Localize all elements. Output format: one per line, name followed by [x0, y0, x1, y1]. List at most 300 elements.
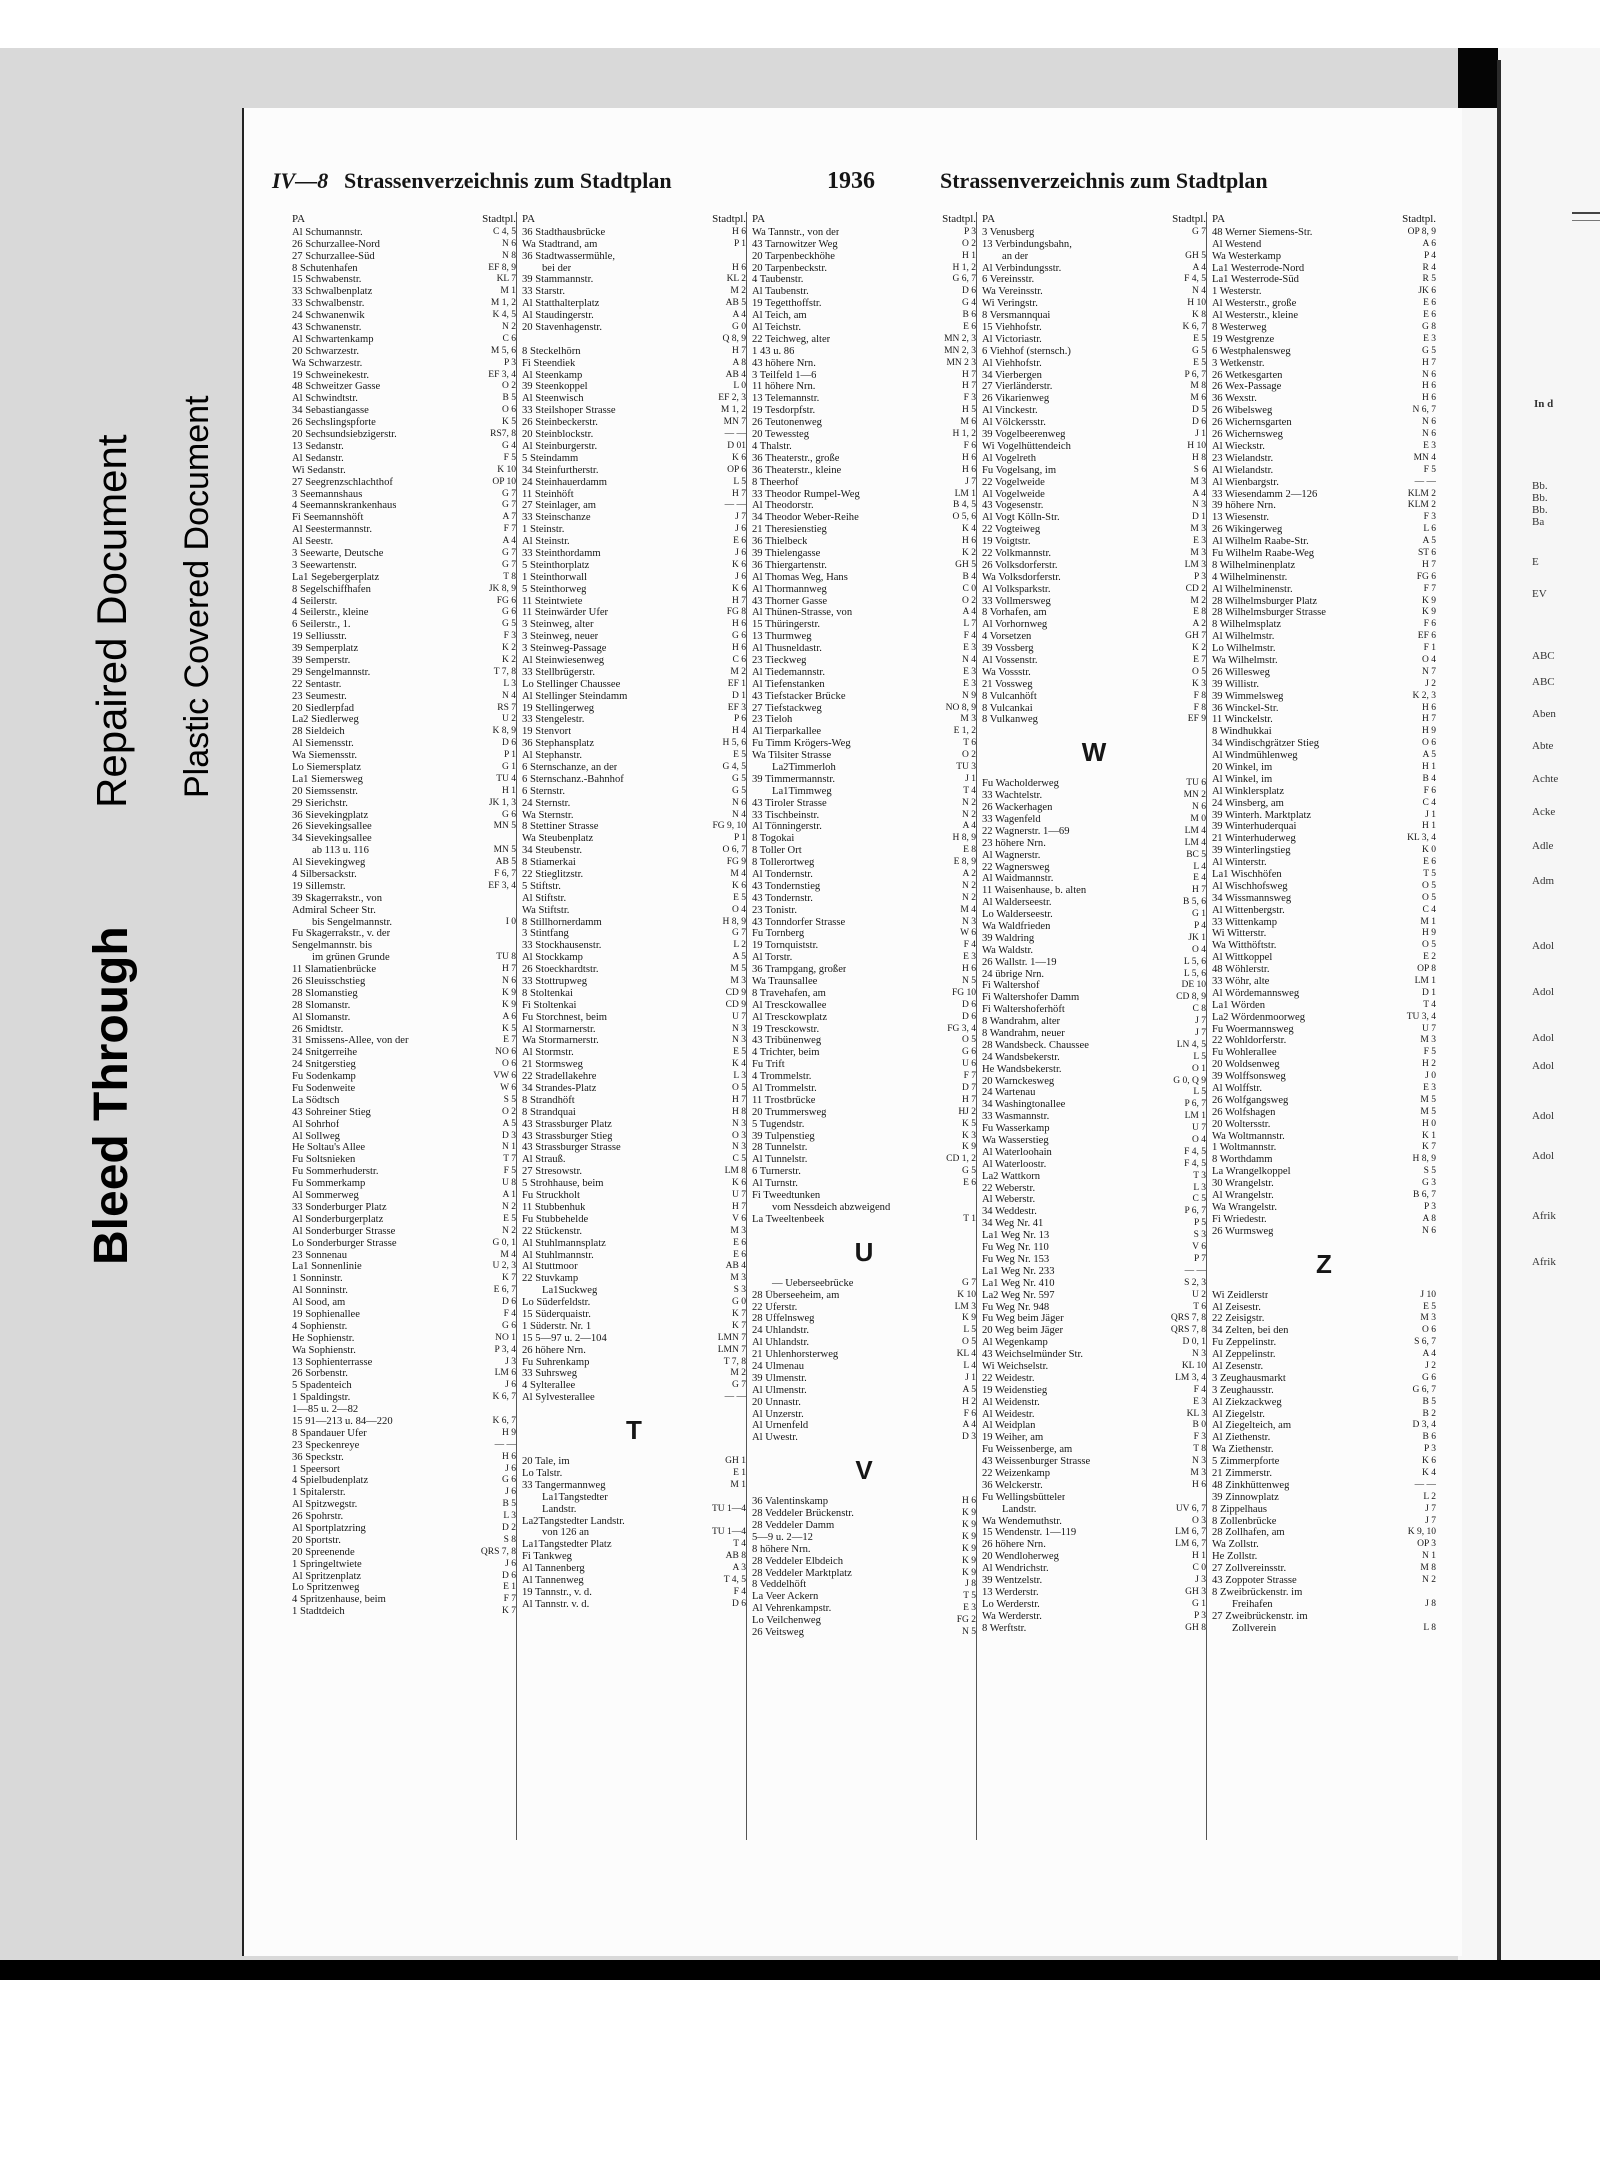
street-name: 26 Willesweg: [1212, 666, 1270, 678]
grid-reference: N 2: [962, 797, 976, 808]
street-entry: [982, 334, 1206, 346]
street-entry: [292, 1380, 516, 1392]
grid-reference: G 7: [502, 547, 516, 558]
street-entry: [1212, 512, 1436, 524]
street-entry: [292, 1499, 516, 1511]
grid-reference: OP 8, 9: [1407, 226, 1436, 237]
street-index-column: [1212, 214, 1436, 1634]
grid-reference: J 10: [1420, 1289, 1436, 1300]
street-entry: [1212, 1480, 1436, 1492]
street-name: Al Schumannstr.: [292, 226, 363, 238]
street-name: 8 Stettiner Strasse: [522, 821, 599, 833]
street-name: 26 Vikarienweg: [982, 393, 1050, 405]
grid-reference: F 8: [1193, 702, 1206, 713]
grid-reference: J 1: [965, 1372, 976, 1383]
grid-reference: K 1: [1422, 1130, 1436, 1141]
street-name: von 126 an: [542, 1527, 590, 1539]
street-name: Lo Werderstr.: [982, 1598, 1040, 1610]
street-name: 11 Steinwärder Ufer: [522, 607, 609, 619]
street-entry: [522, 1024, 746, 1036]
street-entry: [1212, 1202, 1436, 1214]
grid-reference: B 5: [1422, 1396, 1436, 1407]
street-entry: [982, 1313, 1206, 1325]
grid-reference: E 5: [1193, 357, 1206, 368]
grid-reference: EF 1: [727, 678, 746, 689]
grid-reference: H 7: [962, 381, 976, 392]
grid-reference: H 6: [1422, 393, 1436, 404]
street-entry: [1212, 619, 1436, 631]
street-entry: [1212, 607, 1436, 619]
grid-reference: G 5: [1192, 345, 1206, 356]
street-name: Al Sollweg: [292, 1130, 340, 1142]
column-header-gridref: Stadtpl.: [1172, 213, 1206, 225]
grid-reference: KL 2: [726, 274, 746, 285]
grid-reference: LM 6, 7: [1175, 1539, 1206, 1550]
street-name: 39 höhere Nrn.: [1212, 500, 1276, 512]
street-entry: [982, 1052, 1206, 1064]
adjacent-page-fragment: Adol: [1532, 1032, 1554, 1044]
street-name: 13 Verbindungsbahn,: [982, 238, 1072, 250]
grid-reference: KL 3, 4: [1407, 833, 1436, 844]
street-entry: [1212, 893, 1436, 905]
street-entry: [292, 750, 516, 762]
grid-reference: H 6: [962, 464, 976, 475]
street-name: 22 Weizenkamp: [982, 1467, 1051, 1479]
street-name: Wa Tannstr., von der: [752, 226, 840, 238]
street-name: 20 Spreenende: [292, 1546, 355, 1558]
street-name: 11 Steinhöft: [522, 488, 574, 500]
street-name: 8 Toller Ort: [752, 845, 802, 857]
street-entry: [982, 584, 1206, 596]
grid-reference: H 6: [732, 619, 746, 630]
grid-reference: N 4: [1192, 286, 1206, 297]
street-name: 20 Trummersweg: [752, 1106, 827, 1118]
grid-reference: N 3: [732, 1118, 746, 1129]
grid-reference: F 1: [1423, 643, 1436, 654]
street-name: 28 Veddeler Damm: [752, 1519, 835, 1531]
street-entry: [522, 405, 746, 417]
street-entry: [752, 762, 976, 774]
street-entry: [982, 1599, 1206, 1611]
street-name: Landstr.: [542, 1503, 577, 1515]
street-entry: [982, 933, 1206, 945]
grid-reference: J 6: [735, 547, 746, 558]
grid-reference: K 8: [1192, 310, 1206, 321]
street-entry: [522, 381, 746, 393]
street-entry: [522, 572, 746, 584]
street-entry: [292, 441, 516, 453]
grid-reference: — —: [1414, 476, 1436, 487]
street-entry: [982, 1563, 1206, 1575]
book-spine: [1497, 60, 1501, 1960]
street-name: 24 Steinhauerdamm: [522, 476, 608, 488]
street-name: 19 Tornquiststr.: [752, 940, 819, 952]
street-name: 29 Sengelmannstr.: [292, 666, 371, 678]
street-entry: [292, 453, 516, 465]
grid-reference: N 1: [1422, 1551, 1436, 1562]
grid-reference: AB 4: [725, 1261, 746, 1272]
grid-reference: E 5: [733, 1047, 746, 1058]
street-name: 33 Steinschanze: [522, 512, 591, 524]
street-entry: [292, 1511, 516, 1523]
street-name: 8 Wilhelminenplatz: [1212, 559, 1296, 571]
street-name: 3 Wetkenstr.: [1212, 357, 1265, 369]
street-entry: [292, 1309, 516, 1321]
street-name: Al Vossenstr.: [982, 654, 1038, 666]
grid-reference: H 1: [1422, 821, 1436, 832]
grid-reference: LMN 7: [717, 1344, 746, 1355]
street-name: 31 Smissens-Allee, von der: [292, 1035, 409, 1047]
street-name: 4 Wilhelminenstr.: [1212, 571, 1288, 583]
grid-reference: MN 7: [723, 417, 746, 428]
grid-reference: H 7: [1422, 714, 1436, 725]
street-name: 24 Wandsbekerstr.: [982, 1051, 1060, 1063]
grid-reference: A 4: [1192, 488, 1206, 499]
street-name: Fu Stubbehelde: [522, 1213, 589, 1225]
street-entry: [982, 909, 1206, 921]
street-entry: [522, 1392, 746, 1404]
street-name: Al Wittenbergstr.: [1212, 904, 1285, 916]
street-name: 19 Tegetthoffstr.: [752, 298, 822, 310]
street-entry: [1212, 1071, 1436, 1083]
page-year: 1936: [827, 168, 875, 194]
street-entry: [292, 310, 516, 322]
street-entry: [752, 869, 976, 881]
grid-reference: B 5: [502, 393, 516, 404]
grid-reference: MN 2, 3: [944, 333, 976, 344]
street-entry: [1212, 1119, 1436, 1131]
street-name: Al Westerstr., kleine: [1212, 310, 1299, 322]
street-entry: [1212, 1385, 1436, 1397]
grid-reference: E 4: [1193, 873, 1206, 884]
street-name: Sengelmannstr. bis: [292, 940, 373, 952]
street-entry: [1212, 833, 1436, 845]
grid-reference: T 7, 8: [493, 666, 516, 677]
street-entry: [752, 1532, 976, 1544]
street-entry: [1212, 1226, 1436, 1238]
street-entry: [1212, 1154, 1436, 1166]
grid-reference: S 2, 3: [1184, 1277, 1206, 1288]
adjacent-page-fragment: Ba: [1532, 516, 1545, 528]
street-entry: [1212, 274, 1436, 286]
grid-reference: M 6: [960, 417, 976, 428]
grid-reference: H 7: [962, 369, 976, 380]
street-name: Al Wördemannsweg: [1212, 987, 1300, 999]
street-name: Fu Sodenkamp: [292, 1071, 356, 1083]
grid-reference: MN 2: [1183, 790, 1206, 801]
column-header-district: PA: [292, 213, 306, 225]
street-name: 34 Theodor Weber-Reihe: [752, 512, 859, 524]
street-name: La Wrangelkoppel: [1212, 1166, 1291, 1178]
grid-reference: J 1: [965, 773, 976, 784]
street-entry: [522, 1047, 746, 1059]
grid-reference: D 1: [1422, 987, 1436, 998]
grid-reference: J 3: [505, 1356, 516, 1367]
grid-reference: V 6: [1192, 1242, 1206, 1253]
grid-reference: FG 8: [726, 607, 746, 618]
grid-reference: H 6: [732, 262, 746, 273]
street-name: 33 Wagenfeld: [982, 813, 1041, 825]
street-entry: [752, 857, 976, 869]
street-name: 1 Spitalerstr.: [292, 1487, 346, 1499]
street-entry: [982, 957, 1206, 969]
street-name: Wi Vogelhüttendeich: [982, 440, 1071, 452]
street-entry: [1212, 1551, 1436, 1563]
street-entry: [982, 802, 1206, 814]
street-name: Fu Tornberg: [752, 928, 805, 940]
grid-reference: K 7: [1422, 1142, 1436, 1153]
street-name: Al Sohrhof: [292, 1118, 340, 1130]
street-entry: [522, 869, 746, 881]
street-entry: [292, 821, 516, 833]
grid-reference: LM 1: [1184, 1111, 1206, 1122]
street-name: Wa Waldfrieden: [982, 921, 1051, 932]
street-entry: [1212, 1361, 1436, 1373]
street-entry: [752, 346, 976, 358]
street-name: La Södtsch: [292, 1094, 340, 1106]
street-name: 26 Wichernsweg: [1212, 429, 1283, 441]
street-name: Al Schwartenkamp: [292, 333, 374, 345]
street-name: 23 Sonnenau: [292, 1249, 348, 1261]
street-entry: [522, 1480, 746, 1492]
street-entry: [752, 1119, 976, 1131]
grid-reference: N 4: [502, 690, 516, 701]
street-entry: [522, 322, 746, 334]
grid-reference: K 2: [962, 547, 976, 558]
street-name: 48 Schweitzer Gasse: [292, 381, 381, 393]
street-entry: [292, 1559, 516, 1571]
street-name: 3 Steinweg, alter: [522, 619, 594, 631]
grid-reference: P 6, 7: [1184, 369, 1206, 380]
street-entry: [982, 790, 1206, 802]
grid-reference: D 6: [732, 1598, 746, 1609]
street-name: ab 113 u. 116: [312, 845, 369, 857]
street-name: 8 Zippelhaus: [1212, 1503, 1268, 1515]
grid-reference: C 6: [732, 654, 746, 665]
grid-reference: M 3: [730, 976, 746, 987]
street-name: 19 Stenvort: [522, 726, 572, 738]
grid-reference: F 8: [1193, 690, 1206, 701]
street-entry: [522, 1202, 746, 1214]
grid-reference: J 7: [1195, 1028, 1206, 1039]
street-entry: [1212, 679, 1436, 691]
street-entry: [982, 897, 1206, 909]
street-entry: [982, 838, 1206, 850]
adjacent-page-fragment: Adle: [1532, 840, 1554, 852]
grid-reference: K 2: [1192, 643, 1206, 654]
grid-reference: LMN 7: [717, 1332, 746, 1343]
street-entry: [752, 750, 976, 762]
grid-reference: JK 8, 9: [488, 583, 516, 594]
grid-reference: A 5: [1422, 750, 1436, 761]
grid-reference: P 1: [503, 750, 516, 761]
street-name: 1 Woltmannstr.: [1212, 1142, 1277, 1154]
street-entry: [752, 524, 976, 536]
street-entry: [752, 477, 976, 489]
grid-reference: GH 1: [725, 1456, 746, 1467]
side-label-repaired-document: Repaired Document: [88, 434, 135, 808]
street-name: 4 Thalstr.: [752, 440, 792, 452]
grid-reference: LM 3: [1184, 559, 1206, 570]
street-entry: [752, 286, 976, 298]
street-entry: [982, 1159, 1206, 1171]
street-name: 43 höhere Nrn.: [752, 357, 816, 369]
street-entry: [752, 1047, 976, 1059]
street-entry: [752, 1178, 976, 1190]
page-title-left: Strassenverzeichnis zum Stadtplan: [344, 168, 672, 193]
street-name: Wa Waldstr.: [982, 944, 1034, 956]
grid-reference: TU 1—4: [711, 1503, 746, 1514]
street-entry: [752, 1373, 976, 1385]
street-name: Wi Veringstr.: [982, 298, 1038, 310]
grid-reference: A 4: [1192, 262, 1206, 273]
grid-reference: B 5, 6: [1183, 897, 1206, 908]
grid-reference: — —: [494, 1439, 516, 1450]
street-name: 8 Vulcankai: [982, 702, 1033, 714]
street-entry: [522, 833, 746, 845]
street-name: 28 Wandsbeck. Chaussee: [982, 1039, 1089, 1051]
grid-reference: J 8: [1425, 1598, 1436, 1609]
grid-reference: J 1: [1195, 429, 1206, 440]
street-name: 15 5—97 u. 2—104: [522, 1332, 607, 1344]
grid-reference: G 6: [502, 1320, 516, 1331]
grid-reference: O 4: [1192, 944, 1206, 955]
grid-reference: H 6: [1422, 702, 1436, 713]
grid-reference: G 7: [732, 1380, 746, 1391]
street-name: 8 Veddelhöft: [752, 1579, 807, 1591]
grid-reference: N 6: [1422, 429, 1436, 440]
grid-reference: E 5: [503, 1213, 516, 1224]
column-header-district: PA: [1212, 213, 1226, 225]
street-name: Al Turnstr.: [752, 1178, 798, 1190]
street-name: Al Winterstr.: [1212, 857, 1267, 869]
grid-reference: EF 2, 3: [718, 393, 746, 404]
grid-reference: F 6: [1423, 785, 1436, 796]
street-name: Al Thusneldastr.: [752, 643, 822, 655]
street-name: Al Westerstr., große: [1212, 298, 1297, 310]
street-entry: [522, 905, 746, 917]
street-entry: [752, 679, 976, 691]
street-entry: [292, 512, 516, 524]
street-name: La Tweeltenbeek: [752, 1213, 825, 1225]
grid-reference: D 6: [502, 738, 516, 749]
grid-reference: P 6, 7: [1184, 1206, 1206, 1217]
street-name: Al Tiedemannstr.: [752, 666, 825, 678]
column-header: [752, 214, 976, 226]
grid-reference: K 6, 7: [492, 1392, 516, 1403]
street-entry: [982, 251, 1206, 263]
grid-reference: D 6: [962, 1011, 976, 1022]
street-entry: [982, 524, 1206, 536]
grid-reference: L 6: [1423, 524, 1436, 535]
street-entry: [982, 1539, 1206, 1551]
grid-reference: U 6: [962, 1059, 976, 1070]
adjacent-page-fragment: Afrik: [1532, 1256, 1556, 1268]
street-name: 8 Stoltenkai: [522, 987, 573, 999]
grid-reference: H 7: [1422, 357, 1436, 368]
street-entry: [292, 1368, 516, 1380]
street-entry: [982, 1397, 1206, 1409]
street-entry: [982, 441, 1206, 453]
street-name: Al Vorhornweg: [982, 619, 1048, 631]
street-name: Al Torstr.: [752, 952, 793, 964]
grid-reference: G 8: [1422, 322, 1436, 333]
street-name: Al Wrangelstr.: [1212, 1190, 1274, 1202]
street-entry: [1212, 1313, 1436, 1325]
street-name: Al Vogelweide: [982, 488, 1045, 500]
grid-reference: H 1, 2: [952, 429, 976, 440]
street-entry: [522, 1321, 746, 1333]
street-entry: [752, 881, 976, 893]
street-name: Al Teichstr.: [752, 322, 802, 334]
street-entry: [522, 465, 746, 477]
grid-reference: M 1: [1420, 916, 1436, 927]
grid-reference: D 5: [1192, 405, 1206, 416]
grid-reference: HJ 2: [958, 1106, 976, 1117]
street-name: 26 Steinbeckerstr.: [522, 417, 598, 429]
street-entry: [1212, 726, 1436, 738]
street-name: Wa Westerkamp: [1212, 250, 1281, 262]
street-entry: [752, 1420, 976, 1432]
street-name: 19 Selliusstr.: [292, 631, 347, 643]
street-name: Al Siemensstr.: [292, 738, 354, 750]
street-name: 20 Schwarzestr.: [292, 345, 360, 357]
street-name: 19 Stellingerweg: [522, 702, 595, 714]
grid-reference: M 4: [500, 1249, 516, 1260]
street-entry: [752, 310, 976, 322]
street-entry: [752, 1095, 976, 1107]
grid-reference: G 0, 1: [492, 1237, 516, 1248]
street-entry: [752, 1214, 976, 1226]
grid-reference: KL 7: [496, 274, 516, 285]
street-entry: [522, 810, 746, 822]
grid-reference: UV 6, 7: [1175, 1503, 1206, 1514]
street-entry: [522, 667, 746, 679]
street-entry: [752, 322, 976, 334]
grid-reference: LM 3, 4: [1175, 1372, 1206, 1383]
grid-reference: EF 3: [727, 702, 746, 713]
street-name: 36 Valentinskamp: [752, 1496, 829, 1508]
column-header: [982, 214, 1206, 226]
street-entry: [1212, 1012, 1436, 1024]
grid-reference: K 10: [497, 464, 516, 475]
street-name: 22 Stieglitzstr.: [522, 869, 584, 880]
street-entry: [522, 477, 746, 489]
street-name: Al Wilhelmstr.: [1212, 631, 1275, 643]
grid-reference: T 5: [1423, 869, 1436, 879]
grid-reference: A 3: [732, 1563, 746, 1574]
grid-reference: G 6: [502, 607, 516, 618]
street-name: Zollverein: [1232, 1622, 1277, 1634]
street-entry: [752, 1290, 976, 1302]
grid-reference: MN 2, 3: [944, 345, 976, 356]
street-entry: [752, 928, 976, 940]
grid-reference: U 7: [732, 1011, 746, 1022]
column-header: [292, 214, 516, 226]
street-entry: [1212, 1587, 1436, 1599]
grid-reference: N 7: [1422, 666, 1436, 677]
street-name: [522, 334, 542, 346]
grid-reference: K 2, 3: [1412, 690, 1436, 701]
street-name: Fi Seemannshöft: [292, 512, 364, 524]
street-entry: [982, 1266, 1206, 1278]
street-entry: [982, 1111, 1206, 1123]
street-name: 8 Versmannquai: [982, 310, 1051, 322]
street-entry: [1212, 1325, 1436, 1337]
street-entry: [752, 227, 976, 239]
street-name: Wa Sophienstr.: [292, 1344, 356, 1356]
street-entry: [292, 1190, 516, 1202]
